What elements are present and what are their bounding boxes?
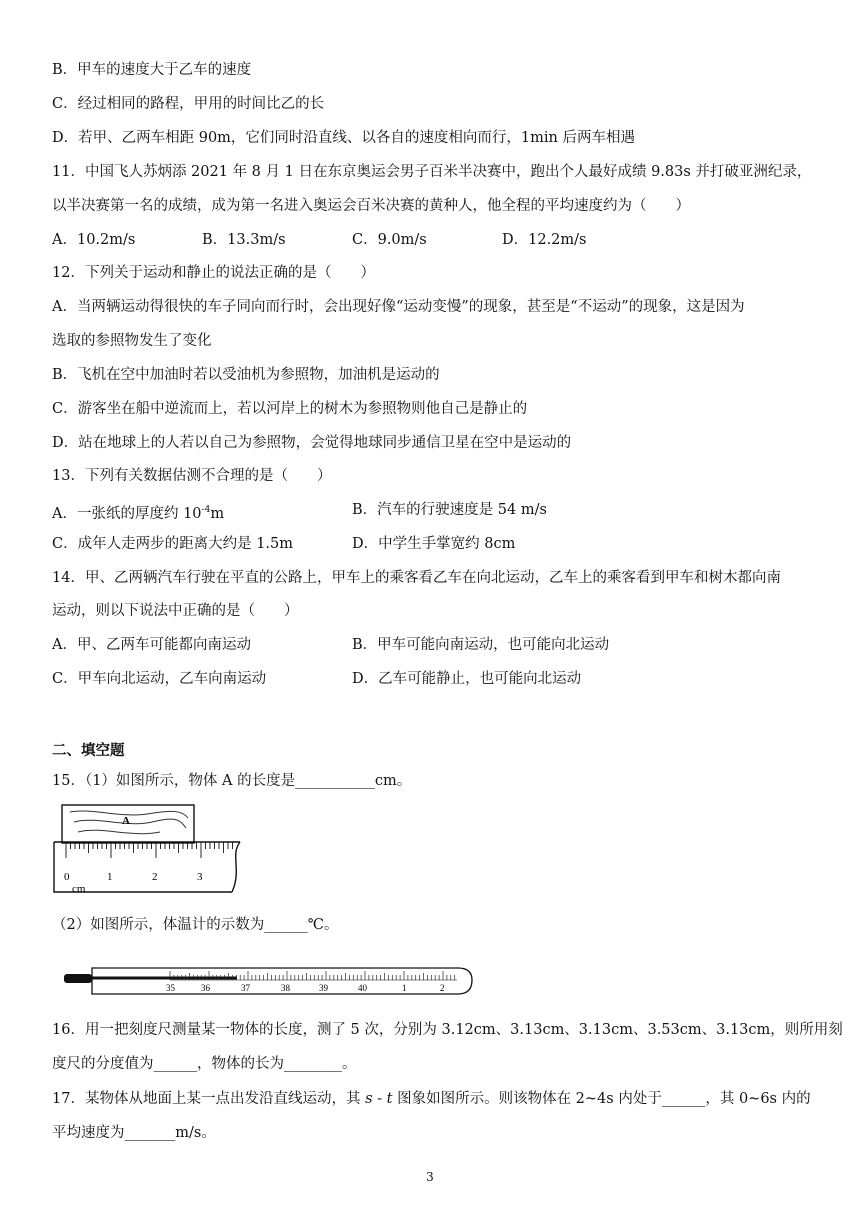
question-12: 12．下列关于运动和静止的说法正确的是（ ） xyxy=(52,265,375,281)
question-13: 13．下列有关数据估测不合理的是（ ） xyxy=(52,468,332,484)
option-c-text: C．经过相同的路程，甲用的时间比乙的长 xyxy=(52,96,325,112)
question-17-line2: 平均速度为_______m/s。 xyxy=(52,1125,216,1141)
thermo-label-38: 38 xyxy=(281,983,290,993)
ruler-tick-label-0: 0 xyxy=(64,871,70,883)
q13-option-d: D．中学生手掌宽约 8cm xyxy=(352,536,516,552)
thermo-label-35: 35 xyxy=(166,983,175,993)
object-a-label: A xyxy=(122,815,130,827)
ruler-broken-edge xyxy=(232,842,240,892)
option-b-text: B．甲车的速度大于乙车的速度 xyxy=(52,62,252,78)
q11-option-b: B．13.3m/s xyxy=(202,232,286,248)
ruler-tick-label-2: 2 xyxy=(152,871,158,883)
q11-option-c: C．9.0m/s xyxy=(352,232,427,248)
q13-a-sup: -4 xyxy=(201,505,211,515)
page-number: 3 xyxy=(426,1170,434,1184)
question-14-line1: 14．甲、乙两辆汽车行驶在平直的公路上，甲车上的乘客看乙车在向北运动，乙车上的乘客看到甲车和树木都向南 xyxy=(52,570,781,586)
q17-pre: 17．某物体从地面上某一点出发沿直线运动，其 xyxy=(52,1091,366,1107)
q13-option-b: B．汽车的行驶速度是 54 m/s xyxy=(352,502,547,518)
q17-t-var: t xyxy=(386,1091,393,1107)
question-14-line2: 运动，则以下说法中正确的是（ ） xyxy=(52,603,299,619)
q13-a-post: m xyxy=(210,505,225,522)
thermo-label-36: 36 xyxy=(201,983,210,993)
q12-option-b: B．飞机在空中加油时若以受油机为参照物，加油机是运动的 xyxy=(52,367,440,383)
thermo-label-2: 2 xyxy=(440,983,445,993)
q13-a-pre: A．一张纸的厚度约 10 xyxy=(52,505,202,522)
ruler-ticks xyxy=(66,842,233,858)
q13-option-c: C．成年人走两步的距离大约是 1.5m xyxy=(52,536,294,552)
q12-option-a-line1: A．当两辆运动得很快的车子同向而行时，会出现好像“运动变慢”的现象，甚至是“不运动”的现象，这是因为 xyxy=(52,299,745,315)
thermo-label-37: 37 xyxy=(241,983,250,993)
option-d-text: D．若甲、乙两车相距 90m，它们同时沿直线、以各自的速度相向而行，1min 后两车相遇 xyxy=(52,130,635,146)
question-16-line2: 度尺的分度值为______，物体的长为________。 xyxy=(52,1056,357,1072)
q12-option-d: D．站在地球上的人若以自己为参照物，会觉得地球同步通信卫星在空中是运动的 xyxy=(52,435,572,451)
question-17-line1 xyxy=(52,1089,811,1109)
thermo-label-39: 39 xyxy=(319,983,328,993)
q11-option-a: A．10.2m/s xyxy=(52,232,136,248)
thermometer-figure xyxy=(62,960,476,1000)
thermo-label-40: 40 xyxy=(358,983,367,993)
ruler-tick-label-1: 1 xyxy=(107,871,113,883)
thermo-label-1: 1 xyxy=(402,983,407,993)
ruler-figure xyxy=(52,800,242,896)
ruler-unit-label: cm xyxy=(72,883,86,895)
question-11-line1: 11．中国飞人苏炳添 2021 年 8 月 1 日在东京奥运会男子百米半决赛中，跑出个人最好成绩 9.83s 并打破亚洲纪录， xyxy=(52,164,812,180)
question-16-line1: 16．用一把刻度尺测量某一物体的长度，测了 5 次，分别为 3.12cm、3.13cm、3.13cm、3.53cm、3.13cm，则所用刻 xyxy=(52,1022,843,1038)
section-title: 二、填空题 xyxy=(52,742,125,759)
q14-option-d: D．乙车可能静止，也可能向北运动 xyxy=(352,671,582,687)
q17-dash: - xyxy=(372,1091,387,1107)
q11-option-d: D．12.2m/s xyxy=(502,232,587,248)
question-15-part1: 15．（1）如图所示，物体 A 的长度是___________cm。 xyxy=(52,773,412,789)
q17-post: 图象如图所示。则该物体在 2~4s 内处于______，其 0~6s 内的 xyxy=(392,1091,811,1107)
ruler-tick-label-3: 3 xyxy=(197,871,203,883)
question-15-part2: （2）如图所示，体温计的示数为______℃。 xyxy=(52,917,339,933)
thermometer-bulb xyxy=(64,974,92,983)
q13-option-a xyxy=(52,500,224,524)
question-11-line2: 以半决赛第一名的成绩，成为第一名进入奥运会百米决赛的黄种人，他全程的平均速度约为（ ） xyxy=(52,198,690,214)
q14-option-b: B．甲车可能向南运动，也可能向北运动 xyxy=(352,637,610,653)
q14-option-c: C．甲车向北运动，乙车向南运动 xyxy=(52,671,267,687)
q12-option-c: C．游客坐在船中逆流而上，若以河岸上的树木为参照物则他自己是静止的 xyxy=(52,401,528,417)
q12-option-a-line2: 选取的参照物发生了变化 xyxy=(52,333,212,349)
q17-s-var: s xyxy=(365,1091,373,1107)
q14-option-a: A．甲、乙两车可能都向南运动 xyxy=(52,637,251,653)
